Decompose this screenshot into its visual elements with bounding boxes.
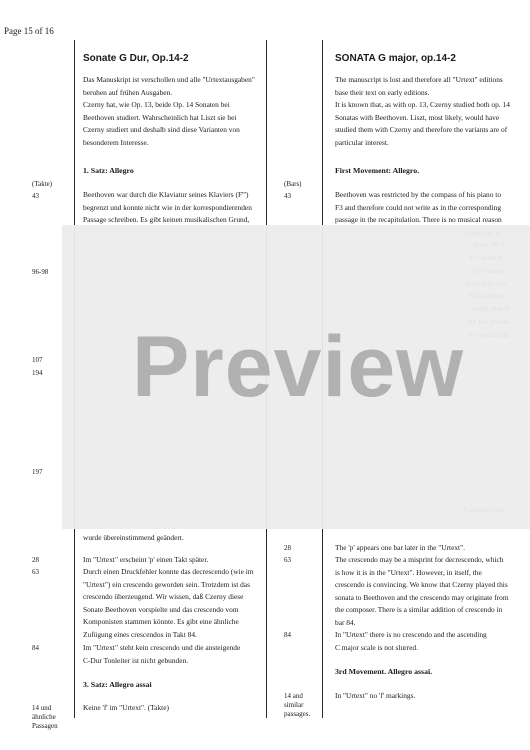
german-title: Sonate G Dur, Op.14-2 (83, 53, 189, 64)
english-note-line: F3 and therefore could not write as in the corresponding (335, 202, 502, 212)
german-section-1: 1. Satz: Allegro (83, 166, 134, 175)
german-note-line: crescendo überzeugend. Wir wissen, daß Czerny diese (83, 592, 244, 601)
german-note-line: Im "Urtext" erscheint 'p' einen Takt später. (83, 555, 209, 564)
german-note-line: Durch einen Druckfehler konnte das decrescendo (wie im (83, 567, 254, 576)
german-note-line: Sonate Beethoven vorspielte und das crescendo vom (83, 604, 239, 614)
english-note-84 (335, 629, 515, 654)
german-note-line: Beethoven war durch die Klaviatur seines Klaviers (F''') (83, 190, 249, 199)
english-intro-line: particular interest. (335, 137, 389, 147)
english-note-63 (335, 554, 515, 629)
english-note-line: The crescendo may be a misprint for decrescendo, which (335, 555, 504, 564)
german-note-line: begrenzt und konnte nicht wie in der korrespondierenden (83, 202, 252, 212)
english-note-line: crescendo is convincing. We know that Czerny played this (335, 580, 508, 589)
german-note-line: Im "Urtext" steht kein crescendo und die ansteigende (83, 643, 241, 652)
english-note-line: C major scale is not slurred. (335, 642, 418, 652)
german-measure-96-98: 96-98 (32, 268, 49, 276)
german-measure-84: 84 (32, 644, 39, 652)
page-number: Page 15 of 16 (4, 26, 54, 36)
german-note-line: Komponisten stammen könnte. Es gibt eine ähnliche (83, 617, 239, 626)
german-section-3: 3. Satz: Allegro assai (83, 680, 152, 689)
german-note-line: Zufügung eines crescendos in Takt 84. (83, 629, 197, 639)
english-intro-line: base their text on early editions. (335, 87, 430, 97)
english-note-line: bar 84. (335, 617, 356, 627)
english-intro-line: It is known that, as with op. 13, Czerny studied both op. 14 (335, 100, 510, 109)
english-note-28 (335, 542, 515, 555)
german-measure-14: 14 und ähnliche Passagen (32, 704, 58, 730)
english-note-43 (335, 189, 515, 227)
german-intro-line: beruhen auf frühen Ausgaben. (83, 87, 173, 97)
german-intro-line: Czerny studiert und deshalb sind diese Varianten von (83, 125, 240, 134)
german-note-14 (83, 702, 261, 715)
german-intro-line: besonderem Interesse. (83, 137, 149, 147)
german-note-line: Passage schreiben. Es gibt keinen musikalischen Grund, (83, 215, 250, 224)
english-measure-14: 14 and similar passages. (284, 692, 311, 718)
german-note-line: wurde übereinstimmend geändert. (83, 533, 184, 542)
english-measure-84: 84 (284, 631, 291, 639)
german-measure-194: 194 (32, 369, 43, 377)
english-column-label: (Bars) (284, 180, 302, 188)
german-intro-line: Beethoven studiert. Wahrscheinlich hat Liszt sie bei (83, 112, 237, 122)
english-section-1: First Movement: Allegro. (335, 166, 420, 175)
english-note-line: the composer. There is a similar addition of crescendo in (335, 605, 503, 614)
english-measure-43: 43 (284, 192, 291, 200)
german-measure-43: 43 (32, 192, 39, 200)
english-section-3: 3rd Movement. Allegro assai. (335, 667, 433, 676)
german-note-line: Keine 'f' im "Urtext". (Takte) (83, 703, 169, 712)
german-intro-line: Das Manuskript ist verschollen und alle "Urtextausgaben" (83, 75, 255, 84)
german-intro-line: Czerny hat, wie Op. 13, beide Op. 14 Sonaten bei (83, 100, 230, 109)
german-note-43 (83, 189, 261, 227)
english-note-line: passage in the recapitulation. There is no musical reason (335, 215, 502, 224)
english-intro-line: studied them with Czerny and therefore the variants are of (335, 125, 508, 134)
german-column-label: (Takte) (32, 180, 53, 188)
english-intro-line: Sonatas with Beethoven. Liszt, most likely, would have (335, 112, 500, 122)
english-intro-line: The manuscript is lost and therefore all "Urtext" editions (335, 75, 503, 84)
english-intro (335, 74, 515, 149)
german-note-197-end (83, 532, 261, 545)
english-title: SONATA G major, op.14-2 (335, 53, 456, 64)
german-note-line: C-Dur Tonleiter ist nicht gebunden. (83, 655, 189, 665)
preview-watermark: Preview (131, 319, 465, 415)
english-measure-63: 63 (284, 556, 291, 564)
german-note-line: "Urtext") ein crescendo geworden sein. Trotzdem ist das (83, 579, 250, 589)
german-note-28 (83, 554, 261, 567)
german-measure-28: 28 (32, 556, 39, 564)
german-measure-63: 63 (32, 568, 39, 576)
english-note-line: is how it is in the "Urtext". However, in itself, the (335, 567, 482, 577)
english-measure-28: 28 (284, 544, 291, 552)
english-note-line: sonata to Beethoven and the crescendo may originate from (335, 592, 509, 602)
german-measure-107: 107 (32, 356, 43, 364)
english-note-line: In "Urtext" no 'f' markings. (335, 691, 416, 700)
german-measure-197: 197 (32, 468, 43, 476)
english-note-line: In "Urtext" there is no crescendo and the ascending (335, 630, 487, 639)
german-note-63 (83, 566, 261, 641)
german-intro (83, 74, 261, 149)
german-note-84 (83, 642, 261, 667)
english-note-line: Beethoven was restricted by the compass of his piano to (335, 190, 502, 199)
english-note-14 (335, 690, 515, 703)
english-note-line: The 'p' appears one bar later in the "Urtext". (335, 543, 465, 552)
